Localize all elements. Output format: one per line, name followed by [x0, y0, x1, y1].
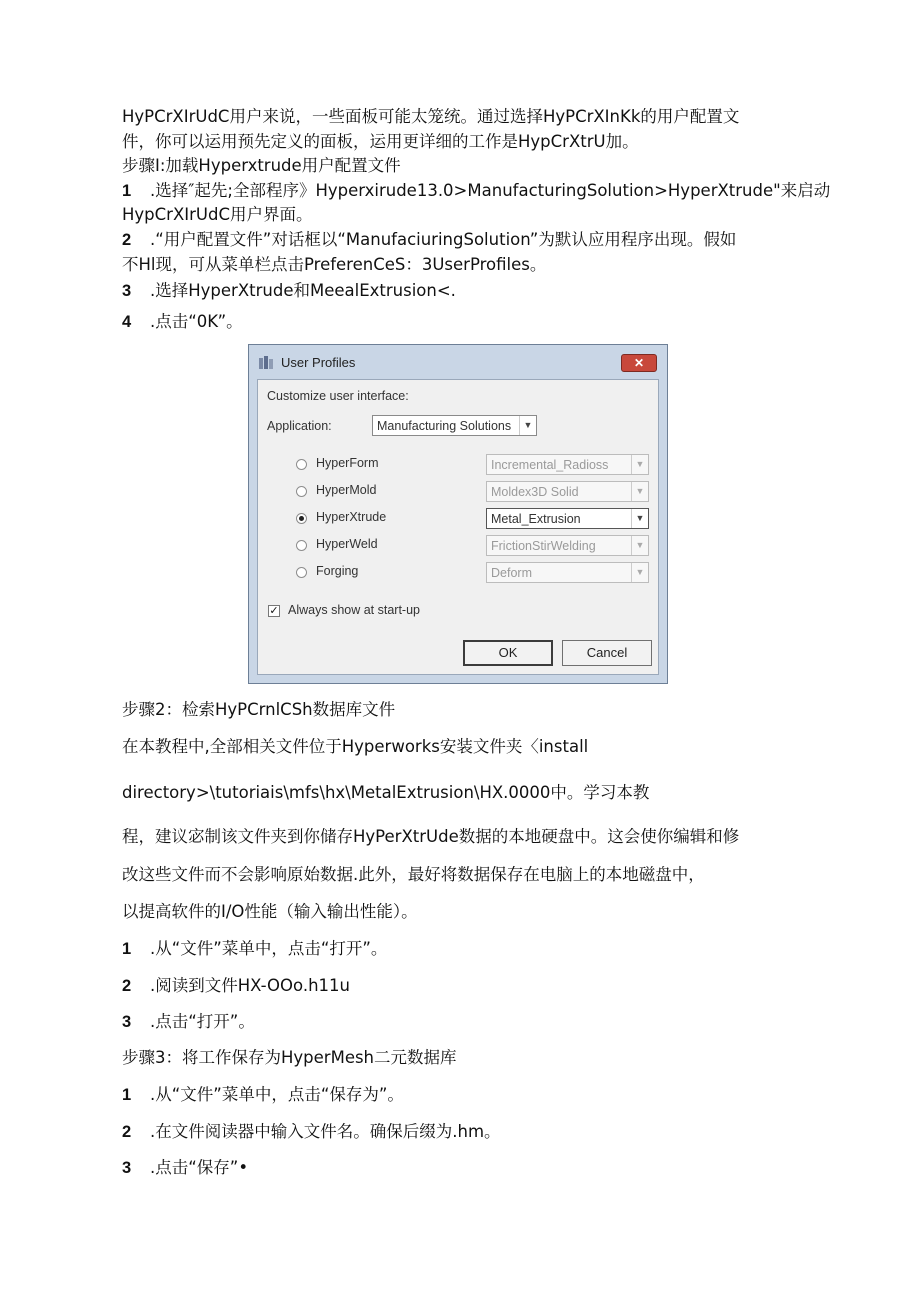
application-select[interactable] [372, 415, 537, 436]
option-label-forging: Forging [316, 564, 359, 578]
profile-value-hypermold: Moldex3D Solid [491, 485, 579, 499]
step1-item-1-text: .选择″起先;全部程序》Hyperxirude13.0>ManufacturingSolution>HyperXtrude"来启动 [150, 181, 831, 200]
chevron-down-icon: ▼ [519, 416, 536, 435]
radio-forging[interactable] [296, 567, 307, 578]
step3-item-3 [122, 1157, 248, 1179]
chevron-down-icon: ▼ [631, 563, 648, 582]
step2-para-line-2: directory>\tutoriais\mfs\hx\MetalExtrusion\HX.0000中。学习本教 [122, 783, 650, 802]
step2-item-3-text: .点击“打开”。 [150, 1012, 255, 1031]
step2-item-3-num: 3 [122, 1013, 132, 1031]
application-label: Application: [267, 419, 332, 433]
step2-para-line-5: 以提高软件的I/O性能（输入输出性能）。 [122, 902, 418, 921]
step3-item-2-text: .在文件阅读器中输入文件名。确保后缀为.hm。 [150, 1122, 501, 1141]
step1-item-1-cont: HypCrXIrUdC用户界面。 [122, 205, 313, 224]
step2-item-2-num: 2 [122, 977, 132, 995]
chevron-down-icon: ▼ [631, 509, 648, 528]
dialog-body [257, 379, 659, 675]
profile-select-hyperform[interactable] [486, 454, 649, 475]
step2-item-1-num: 1 [122, 940, 132, 958]
cancel-button[interactable]: Cancel [562, 640, 652, 666]
option-label-hyperform: HyperForm [316, 456, 379, 470]
always-show-label: Always show at start-up [288, 603, 420, 617]
step3-item-2 [122, 1121, 501, 1143]
step2-para-line-4: 改这些文件而不会影响原始数据.此外，最好将数据保存在电脑上的本地磁盘中， [122, 865, 705, 884]
intro-line-2: 件，你可以运用预先定义的面板，运用更详细的工作是HypCrXtrU加。 [122, 132, 639, 151]
step1-item-3-text: .选择HyperXtrude和MeealExtrusion<. [150, 281, 456, 300]
step3-item-1-num: 1 [122, 1086, 132, 1104]
step3-item-3-num: 3 [122, 1159, 132, 1177]
check-icon: ✓ [269, 605, 279, 617]
step1-item-2-num: 2 [122, 231, 132, 249]
step1-item-4 [122, 311, 243, 333]
option-label-hypermold: HyperMold [316, 483, 377, 497]
ok-button[interactable]: OK [463, 640, 553, 666]
step1-item-4-num: 4 [122, 313, 132, 331]
chevron-down-icon: ▼ [631, 455, 648, 474]
step2-para-line-3: 程，建议宓制该文件夹到你储存HyPerXtrUde数据的本地硬盘中。这会使你编辑和修 [122, 827, 740, 846]
step3-item-1-text: .从“文件”菜单中，点击“保存为”。 [150, 1085, 404, 1104]
step1-item-1-num: 1 [122, 182, 132, 200]
profile-select-hyperxtrude[interactable] [486, 508, 649, 529]
step1-item-1 [122, 180, 830, 202]
step2-item-1-text: .从“文件”菜单中，点击“打开”。 [150, 939, 388, 958]
dialog-title: User Profiles [281, 355, 356, 370]
step2-item-3 [122, 1011, 255, 1033]
step1-item-3 [122, 280, 456, 302]
step3-item-2-num: 2 [122, 1123, 132, 1141]
option-label-hyperweld: HyperWeld [316, 537, 378, 551]
profile-value-hyperxtrude: Metal_Extrusion [491, 512, 581, 526]
dialog-titlebar[interactable] [249, 345, 667, 381]
customize-label: Customize user interface: [267, 389, 409, 403]
close-button[interactable]: ✕ [621, 354, 657, 372]
step3-item-1 [122, 1084, 404, 1106]
intro-line-1: HyPCrXIrUdC用户来说，一些面板可能太笼统。通过选择HyPCrXInKk的用户配置文 [122, 107, 740, 126]
profile-value-hyperweld: FrictionStirWelding [491, 539, 596, 553]
always-show-checkbox[interactable] [268, 605, 280, 617]
profile-select-forging[interactable] [486, 562, 649, 583]
step2-item-2 [122, 975, 350, 997]
radio-hypermold[interactable] [296, 486, 307, 497]
step1-item-2-text: .“用户配置文件”对话框以“ManufaciuringSolution”为默认应用程序出现。假如 [150, 230, 737, 249]
profile-select-hyperweld[interactable] [486, 535, 649, 556]
step1-heading: 步骤I:加载Hyperxtrude用户配置文件 [122, 156, 401, 175]
step3-item-3-text: .点击“保存”• [150, 1158, 249, 1177]
step2-item-2-text: .阅读到文件HX-OOo.h11u [150, 976, 350, 995]
radio-hyperform[interactable] [296, 459, 307, 470]
step3-heading: 步骤3：将工作保存为HyperMesh二元数据库 [122, 1048, 457, 1067]
option-label-hyperxtrude: HyperXtrude [316, 510, 387, 524]
profile-select-hypermold[interactable] [486, 481, 649, 502]
step1-item-2 [122, 229, 736, 251]
step1-item-4-text: .点击“0K”。 [150, 312, 243, 331]
profile-value-hyperform: Incremental_Radioss [491, 458, 609, 472]
chevron-down-icon: ▼ [631, 536, 648, 555]
radio-hyperxtrude[interactable] [296, 513, 307, 524]
chevron-down-icon: ▼ [631, 482, 648, 501]
user-profiles-dialog [248, 344, 668, 684]
profile-value-forging: Deform [491, 566, 532, 580]
step2-heading: 步骤2：检索HyPCrnlCSh数据库文件 [122, 700, 396, 719]
radio-hyperweld[interactable] [296, 540, 307, 551]
application-select-value: Manufacturing Solutions [377, 419, 512, 433]
step1-item-3-num: 3 [122, 282, 132, 300]
step2-para-line-1: 在本教程中,全部相关文件位于Hyperworks安装文件夹〈install [122, 737, 589, 756]
step1-item-2-cont: 不Hl现，可从菜单栏点击PreferenCeS：3UserProfiles。 [122, 255, 547, 274]
step2-item-1 [122, 938, 387, 960]
app-icon [259, 356, 273, 370]
